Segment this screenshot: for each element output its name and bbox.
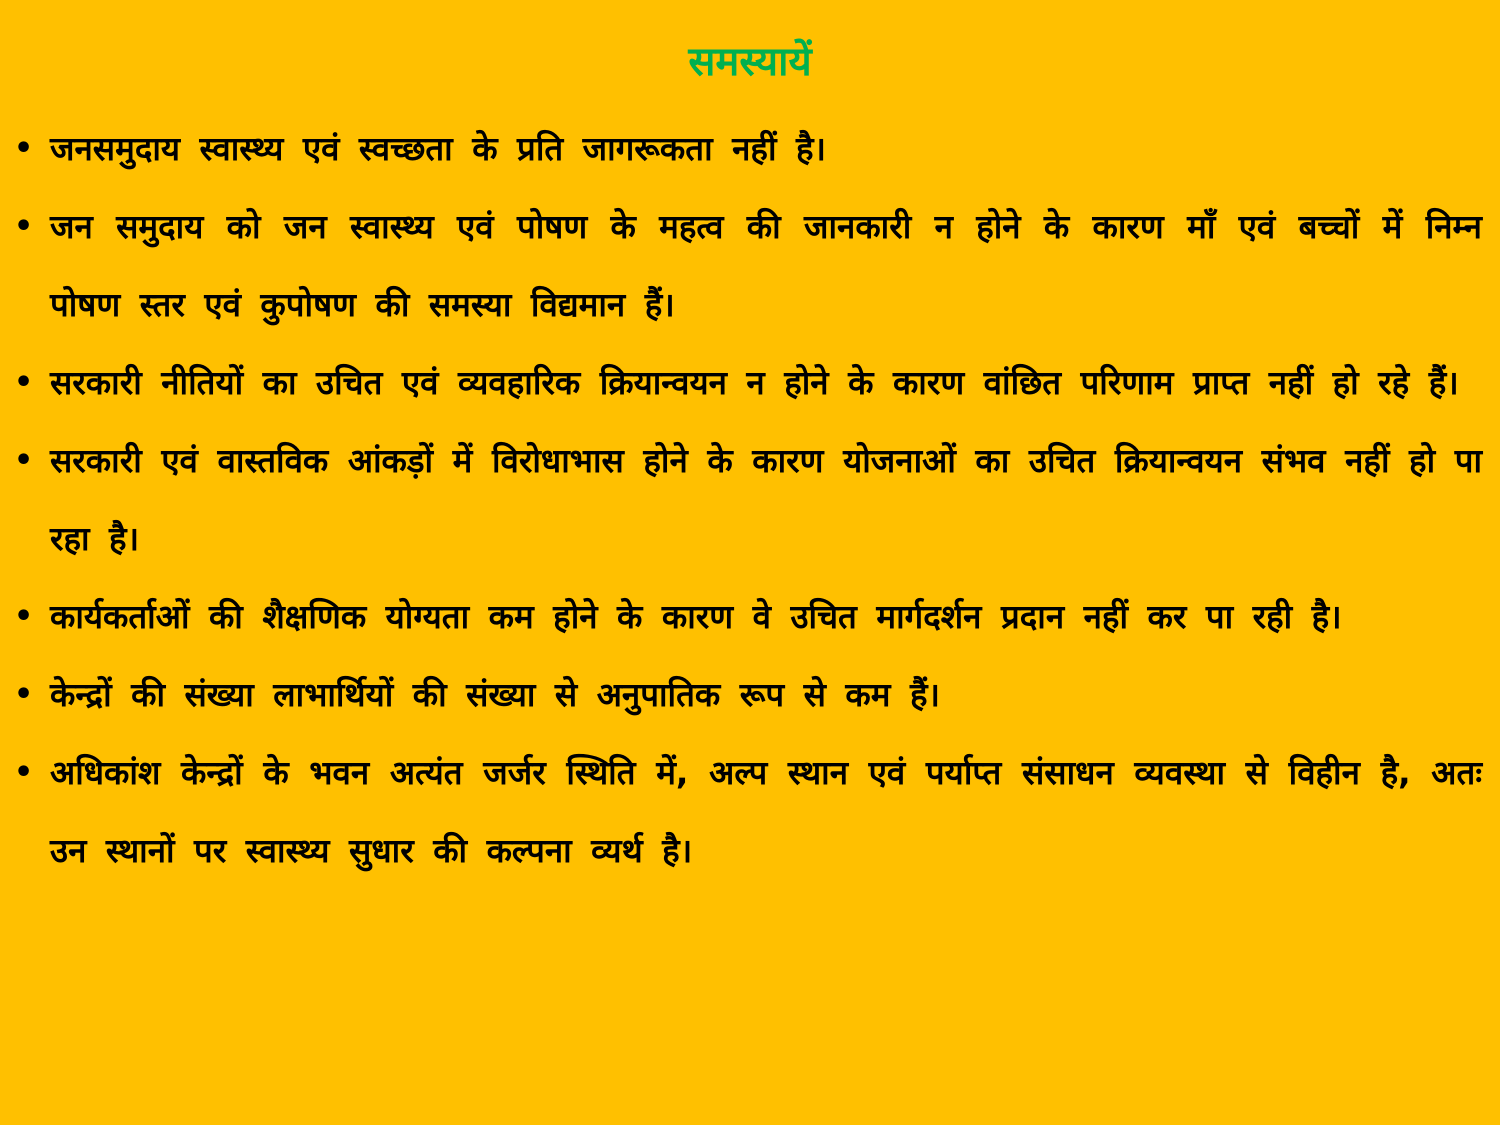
list-item-text: जनसमुदाय स्वास्थ्य एवं स्वच्छता के प्रति जागरूकता नहीं है। <box>50 129 827 168</box>
bullet-icon: • <box>14 755 34 790</box>
list-item <box>0 578 1500 656</box>
list-item <box>0 344 1500 422</box>
list-item-text: जन समुदाय को जन स्वास्थ्य एवं पोषण के महत्व की जानकारी न होने के कारण माँ एवं बच्चों में निम्न पोषण स्तर एवं कुपोषण की समस्या विद्यमान हैं। <box>50 207 1482 324</box>
bullet-icon: • <box>14 677 34 712</box>
bullet-icon: • <box>14 443 34 478</box>
bullet-icon: • <box>14 365 34 400</box>
list-item <box>0 734 1500 890</box>
bullet-icon: • <box>14 599 34 634</box>
bullet-icon: • <box>14 131 34 166</box>
list-item-text: सरकारी नीतियों का उचित एवं व्यवहारिक क्रियान्वयन न होने के कारण वांछित परिणाम प्राप्त नहीं हो रहे हैं। <box>50 363 1459 402</box>
list-item-text: सरकारी एवं वास्तविक आंकड़ों में विरोधाभास होने के कारण योजनाओं का उचित क्रियान्वयन संभव नहीं हो पा रहा है। <box>50 441 1482 558</box>
bullet-icon: • <box>14 209 34 244</box>
list-item-text: अधिकांश केन्द्रों के भवन अत्यंत जर्जर स्थिति में, अल्प स्थान एवं पर्याप्त संसाधन व्यवस्था से विहीन है, अतः उन स्थानों पर स्वास्थ्य सुधार की कल्पना व्यर्थ है। <box>50 753 1482 870</box>
list-item <box>0 188 1500 344</box>
problems-list <box>0 110 1500 890</box>
list-item-text: कार्यकर्ताओं की शैक्षणिक योग्यता कम होने के कारण वे उचित मार्गदर्शन प्रदान नहीं कर पा रही है। <box>50 597 1342 636</box>
list-item-text: केन्द्रों की संख्या लाभार्थियों की संख्या से अनुपातिक रूप से कम हैं। <box>50 675 940 714</box>
slide-title: समस्यायें <box>688 39 812 85</box>
list-item <box>0 422 1500 578</box>
list-item <box>0 656 1500 734</box>
list-item <box>0 110 1500 188</box>
